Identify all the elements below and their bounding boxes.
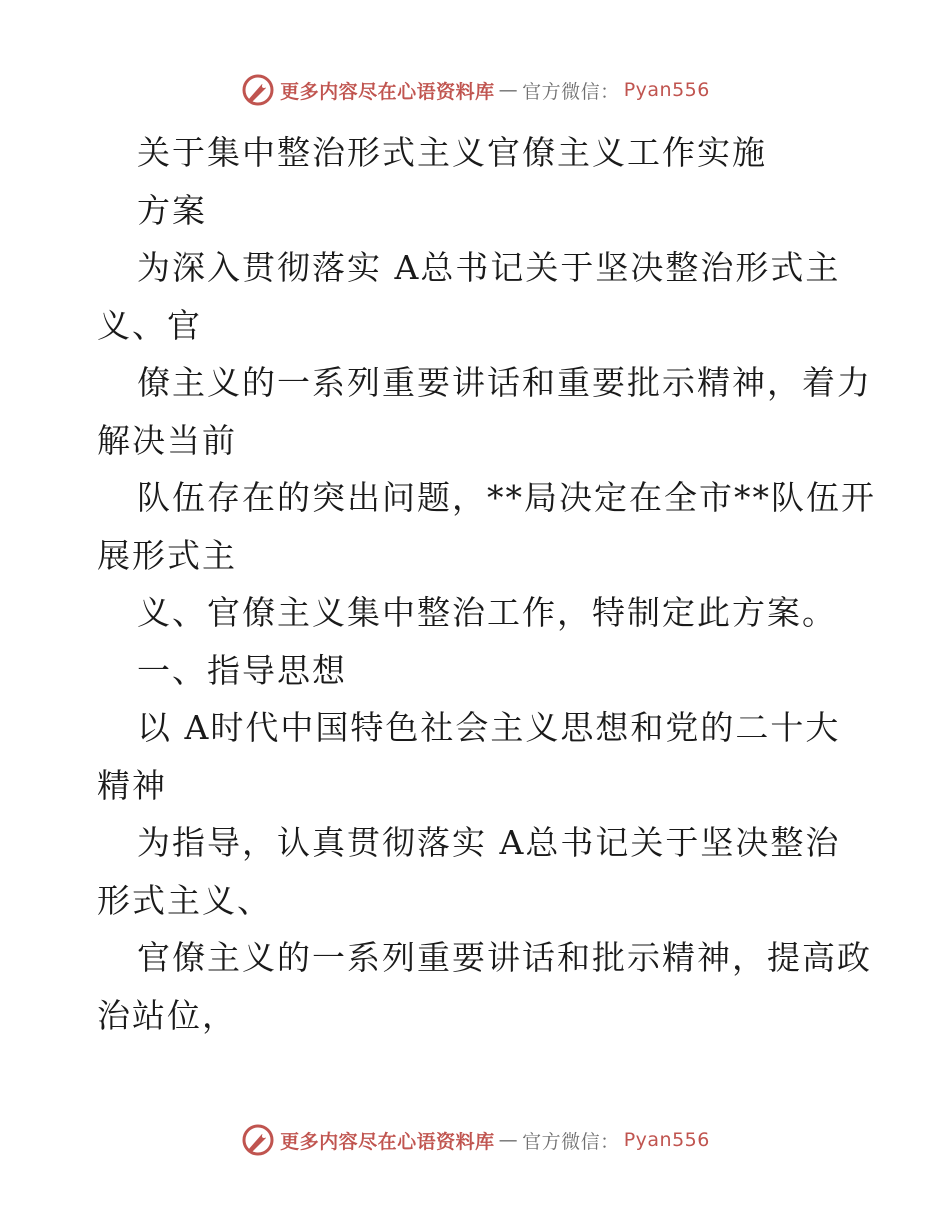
paragraph-line: 形式主义、 <box>97 880 272 920</box>
watermark-label: 官方微信： <box>522 1130 620 1153</box>
paragraph-line: 为深入贯彻落实 A总书记关于坚决整治形式主 <box>137 248 841 287</box>
paragraph-line: 解决当前 <box>97 420 237 460</box>
paragraph-line: 官僚主义的一系列重要讲话和批示精神，提高政 <box>137 938 872 977</box>
paragraph-line: 义、官僚主义集中整治工作，特制定此方案。 <box>137 593 837 632</box>
paragraph-line: 展形式主 <box>97 535 237 575</box>
watermark-label: 官方微信： <box>522 80 620 103</box>
paragraph-line: 精神 <box>97 765 167 805</box>
paragraph-line: 义、官 <box>97 305 202 345</box>
paragraph-line: 治站位， <box>97 995 237 1035</box>
title-line-1: 关于集中整治形式主义官僚主义工作实施 <box>137 133 767 172</box>
section-heading: 一、指导思想 <box>137 650 347 690</box>
watermark-footer <box>0 1120 950 1160</box>
pen-nib-seal-icon <box>240 72 276 108</box>
watermark-dash: — <box>498 79 519 101</box>
paragraph-line: 僚主义的一系列重要讲话和重要批示精神，着力 <box>137 363 872 402</box>
watermark-dash: — <box>498 1129 519 1151</box>
watermark-brand: 更多内容尽在心语资料库 <box>280 80 495 103</box>
pen-nib-seal-icon <box>240 1122 276 1158</box>
paragraph-line: 以 A时代中国特色社会主义思想和党的二十大 <box>137 708 841 747</box>
title-line-2: 方案 <box>137 190 207 230</box>
paragraph-line: 队伍存在的突出问题，**局决定在全市**队伍开 <box>137 478 876 517</box>
watermark-wechat-id: Pyan556 <box>623 79 710 101</box>
watermark-brand: 更多内容尽在心语资料库 <box>280 1130 495 1153</box>
watermark-header <box>0 70 950 110</box>
watermark-wechat-id: Pyan556 <box>623 1129 710 1151</box>
document-body <box>97 124 876 1044</box>
paragraph-line: 为指导，认真贯彻落实 A总书记关于坚决整治 <box>137 823 841 862</box>
